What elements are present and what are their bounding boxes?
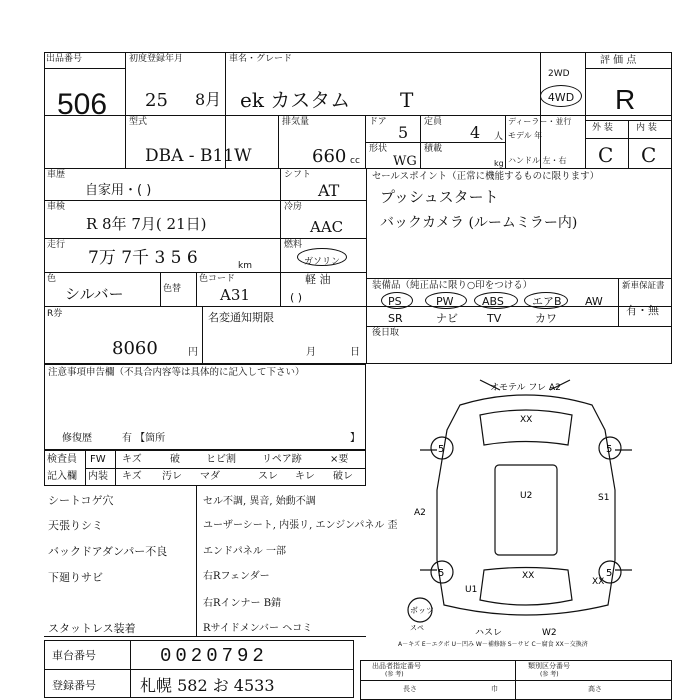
- color-change-label: 色替: [163, 284, 182, 294]
- mileage-unit: km: [238, 261, 252, 271]
- handle-label: ハンドル 左・右: [508, 156, 567, 165]
- score-label: 評 価 点: [600, 55, 637, 66]
- lot-no-value: 506: [57, 88, 108, 121]
- remark-1: シートコゲ穴: [48, 494, 114, 507]
- fuel-gasoline-selected: ガソリン: [297, 248, 347, 266]
- shift-label: シフト: [284, 170, 312, 180]
- exterior-value: C: [598, 143, 614, 167]
- selling-points-label: セールスポイント（正常に機能するものに限ります）: [372, 171, 600, 182]
- car-grade-value: T: [400, 88, 414, 112]
- model-year-label: モデル 年: [508, 131, 543, 140]
- equip-navi: ナビ: [436, 312, 458, 325]
- repair-value: 有 【箇所: [122, 433, 166, 444]
- warranty-value: 有・無: [626, 304, 659, 317]
- diagram-mark-bumper: ハスレ: [475, 628, 503, 638]
- shape-label: 形状: [369, 144, 388, 154]
- equip-ps: PS: [388, 295, 402, 308]
- lot-no-label: 出品番号: [46, 54, 83, 64]
- notes-label: 注意事項申告欄（不具合内容等は具体的に記入して下さい）: [48, 367, 305, 378]
- interior-scratch: キズ: [122, 471, 142, 482]
- car-name-value: ek カスタム: [240, 88, 351, 112]
- interior-wear: スレ: [258, 471, 278, 482]
- car-damage-diagram: [380, 370, 672, 640]
- equip-abs: ABS: [482, 295, 504, 308]
- remark-right-6: Rサイドメンバー ヘコミ: [203, 623, 313, 634]
- model-code-label: 型式: [129, 117, 148, 127]
- car-name-label: 車名・グレード: [229, 54, 293, 64]
- load-label: 積載: [424, 144, 443, 154]
- drive-4wd-selected: 4WD: [540, 85, 582, 107]
- inspector-fw: FW: [90, 454, 106, 465]
- color-label: 色: [47, 274, 57, 284]
- usage-label: 車歴: [47, 170, 66, 180]
- chassis-no-value: 0020792: [160, 645, 268, 667]
- fuel-label: 燃料: [284, 240, 303, 250]
- diagram-mark-rear-right: XX: [592, 577, 605, 587]
- equipment-label: 装備品（純正品に限り○印をつける）: [372, 280, 533, 291]
- capacity-unit: 人: [494, 132, 504, 142]
- inspector-entry-label: 記入欄: [47, 471, 77, 482]
- diagram-circle-rr: 5: [606, 568, 613, 579]
- inspector-needs: ×要: [330, 454, 349, 465]
- shift-value: AT: [318, 181, 340, 200]
- equip-aw: AW: [585, 295, 603, 308]
- fuel-diesel: 軽 油: [305, 273, 331, 286]
- remark-right-2: ユーザーシート, 内張リ, エンジンパネル 歪: [203, 520, 398, 531]
- interior-mark: マダ: [200, 471, 220, 482]
- reg-no-value: 札幌 582 お 4533: [140, 676, 275, 695]
- equip-sr: SR: [388, 312, 403, 325]
- remark-6: スタットレス装着: [48, 622, 136, 635]
- first-reg-month: 8月: [195, 90, 222, 109]
- footer-class-ref: (参 考): [540, 671, 559, 678]
- usage-value: 自家用・( ): [85, 183, 152, 198]
- chassis-no-label: 車台番号: [52, 649, 96, 662]
- inspector-repair: リペア跡: [262, 454, 302, 465]
- color-code-value: A31: [220, 286, 250, 304]
- door-value: 5: [398, 123, 409, 142]
- fuel-other: ( ): [290, 291, 303, 304]
- remark-2: 天張りシミ: [48, 519, 103, 532]
- first-reg-label: 初度登録年月: [129, 54, 184, 64]
- capacity-value: 4: [470, 123, 481, 142]
- interior-torn: 破レ: [333, 471, 353, 482]
- recycle-value: 8060: [112, 338, 158, 359]
- inspection-label: 車検: [47, 202, 66, 212]
- dealer-label: ディーラー・並行: [508, 117, 572, 126]
- drive-2wd-label: 2WD: [548, 69, 570, 79]
- remark-right-4: 右Rフェンダー: [203, 571, 270, 582]
- equip-pw: PW: [436, 295, 454, 308]
- inspector-crack: ヒビ割: [206, 454, 236, 465]
- shape-value: WG: [393, 154, 417, 169]
- footer-width: 巾: [491, 685, 498, 693]
- name-change-label: 名変通知期限: [208, 311, 274, 324]
- repair-bracket: 】: [350, 433, 360, 444]
- mileage-value: 7万 7千 3 5 6: [88, 248, 198, 268]
- diagram-spare-sub: スペ: [410, 624, 424, 632]
- diagram-mark-bumper-right: W2: [542, 628, 557, 638]
- remark-right-1: セル不調, 異音, 始動不調: [203, 496, 316, 507]
- diagram-mark-right: S1: [598, 493, 610, 503]
- interior-dirt: 汚レ: [162, 471, 182, 482]
- footer-seller-ref: (参 考): [385, 671, 404, 678]
- inspector-scratch: キズ: [122, 454, 142, 465]
- first-reg-year: 25: [145, 90, 168, 111]
- inspection-value: R 8年 7月( 21日): [86, 215, 207, 233]
- load-unit: kg: [494, 159, 504, 168]
- aircon-value: AAC: [310, 218, 344, 236]
- displacement-value: 660: [312, 146, 347, 167]
- diagram-mark-left: A2: [414, 508, 426, 518]
- diagram-mark-rear: XX: [522, 571, 535, 581]
- diagram-mark-roof: U2: [520, 491, 533, 501]
- recycle-unit: 円: [188, 347, 198, 358]
- door-label: ドア: [369, 117, 387, 127]
- interior-label: 内 装: [636, 123, 657, 133]
- equip-tv: TV: [487, 312, 502, 325]
- diagram-top-note: オモテル フレ A2: [490, 383, 561, 393]
- equip-airbag: エアB: [532, 295, 562, 308]
- mileage-label: 走行: [47, 240, 66, 250]
- diagram-mark-front: XX: [520, 415, 533, 425]
- diagram-circle-fl: 5: [438, 444, 445, 455]
- inspector-label: 検査員: [47, 454, 77, 465]
- selling-point-1: プッシュスタート: [380, 188, 499, 206]
- inspector-broken: 破: [170, 454, 180, 465]
- warranty-label: 新車保証書: [622, 281, 665, 291]
- interior-cut: キレ: [295, 471, 315, 482]
- footer-length: 長さ: [403, 685, 417, 693]
- equip-leather: カワ: [535, 312, 557, 325]
- footer-class-code: 類別区分番号: [528, 662, 570, 670]
- remark-3: バックドアダンパー不良: [48, 545, 168, 558]
- repair-label: 修復歴: [62, 433, 92, 444]
- remark-right-5: 右Rインナー B錆: [203, 598, 282, 609]
- diagram-mark-rear-left: U1: [465, 585, 478, 595]
- displacement-label: 排気量: [282, 117, 310, 127]
- damage-legend: A－キズ E－エクボ U－凹み W－補修跡 S－サビ C－腐食 XX－交換済: [398, 641, 588, 648]
- reg-no-label: 登録番号: [52, 679, 96, 692]
- color-code-label: 色コード: [199, 274, 236, 284]
- footer-height: 高さ: [588, 685, 602, 693]
- model-code-value: DBA - B11W: [145, 146, 252, 166]
- aircon-label: 冷房: [284, 202, 303, 212]
- exterior-label: 外 装: [592, 123, 613, 133]
- displacement-unit: cc: [350, 156, 360, 166]
- diagram-circle-rl: 5: [438, 568, 445, 579]
- name-change-month: 月: [306, 347, 316, 358]
- diagram-spare: ボッツ: [410, 606, 434, 615]
- selling-point-2: バックカメラ (ルームミラー内): [380, 215, 578, 231]
- recycle-label: R券: [47, 309, 63, 319]
- name-change-day: 日: [350, 347, 360, 358]
- color-value: シルバー: [65, 285, 124, 303]
- inspector-interior: 内装: [88, 471, 108, 482]
- interior-value: C: [641, 143, 657, 167]
- remark-right-3: エンドパネル 一部: [203, 546, 286, 557]
- post-install-label: 後日取: [372, 328, 400, 338]
- score-value: R: [615, 84, 636, 115]
- footer-seller-code: 出品者指定番号: [372, 662, 421, 670]
- capacity-label: 定員: [424, 117, 443, 127]
- diagram-circle-fr: 5: [606, 444, 613, 455]
- remark-4: 下廻りサビ: [48, 571, 103, 584]
